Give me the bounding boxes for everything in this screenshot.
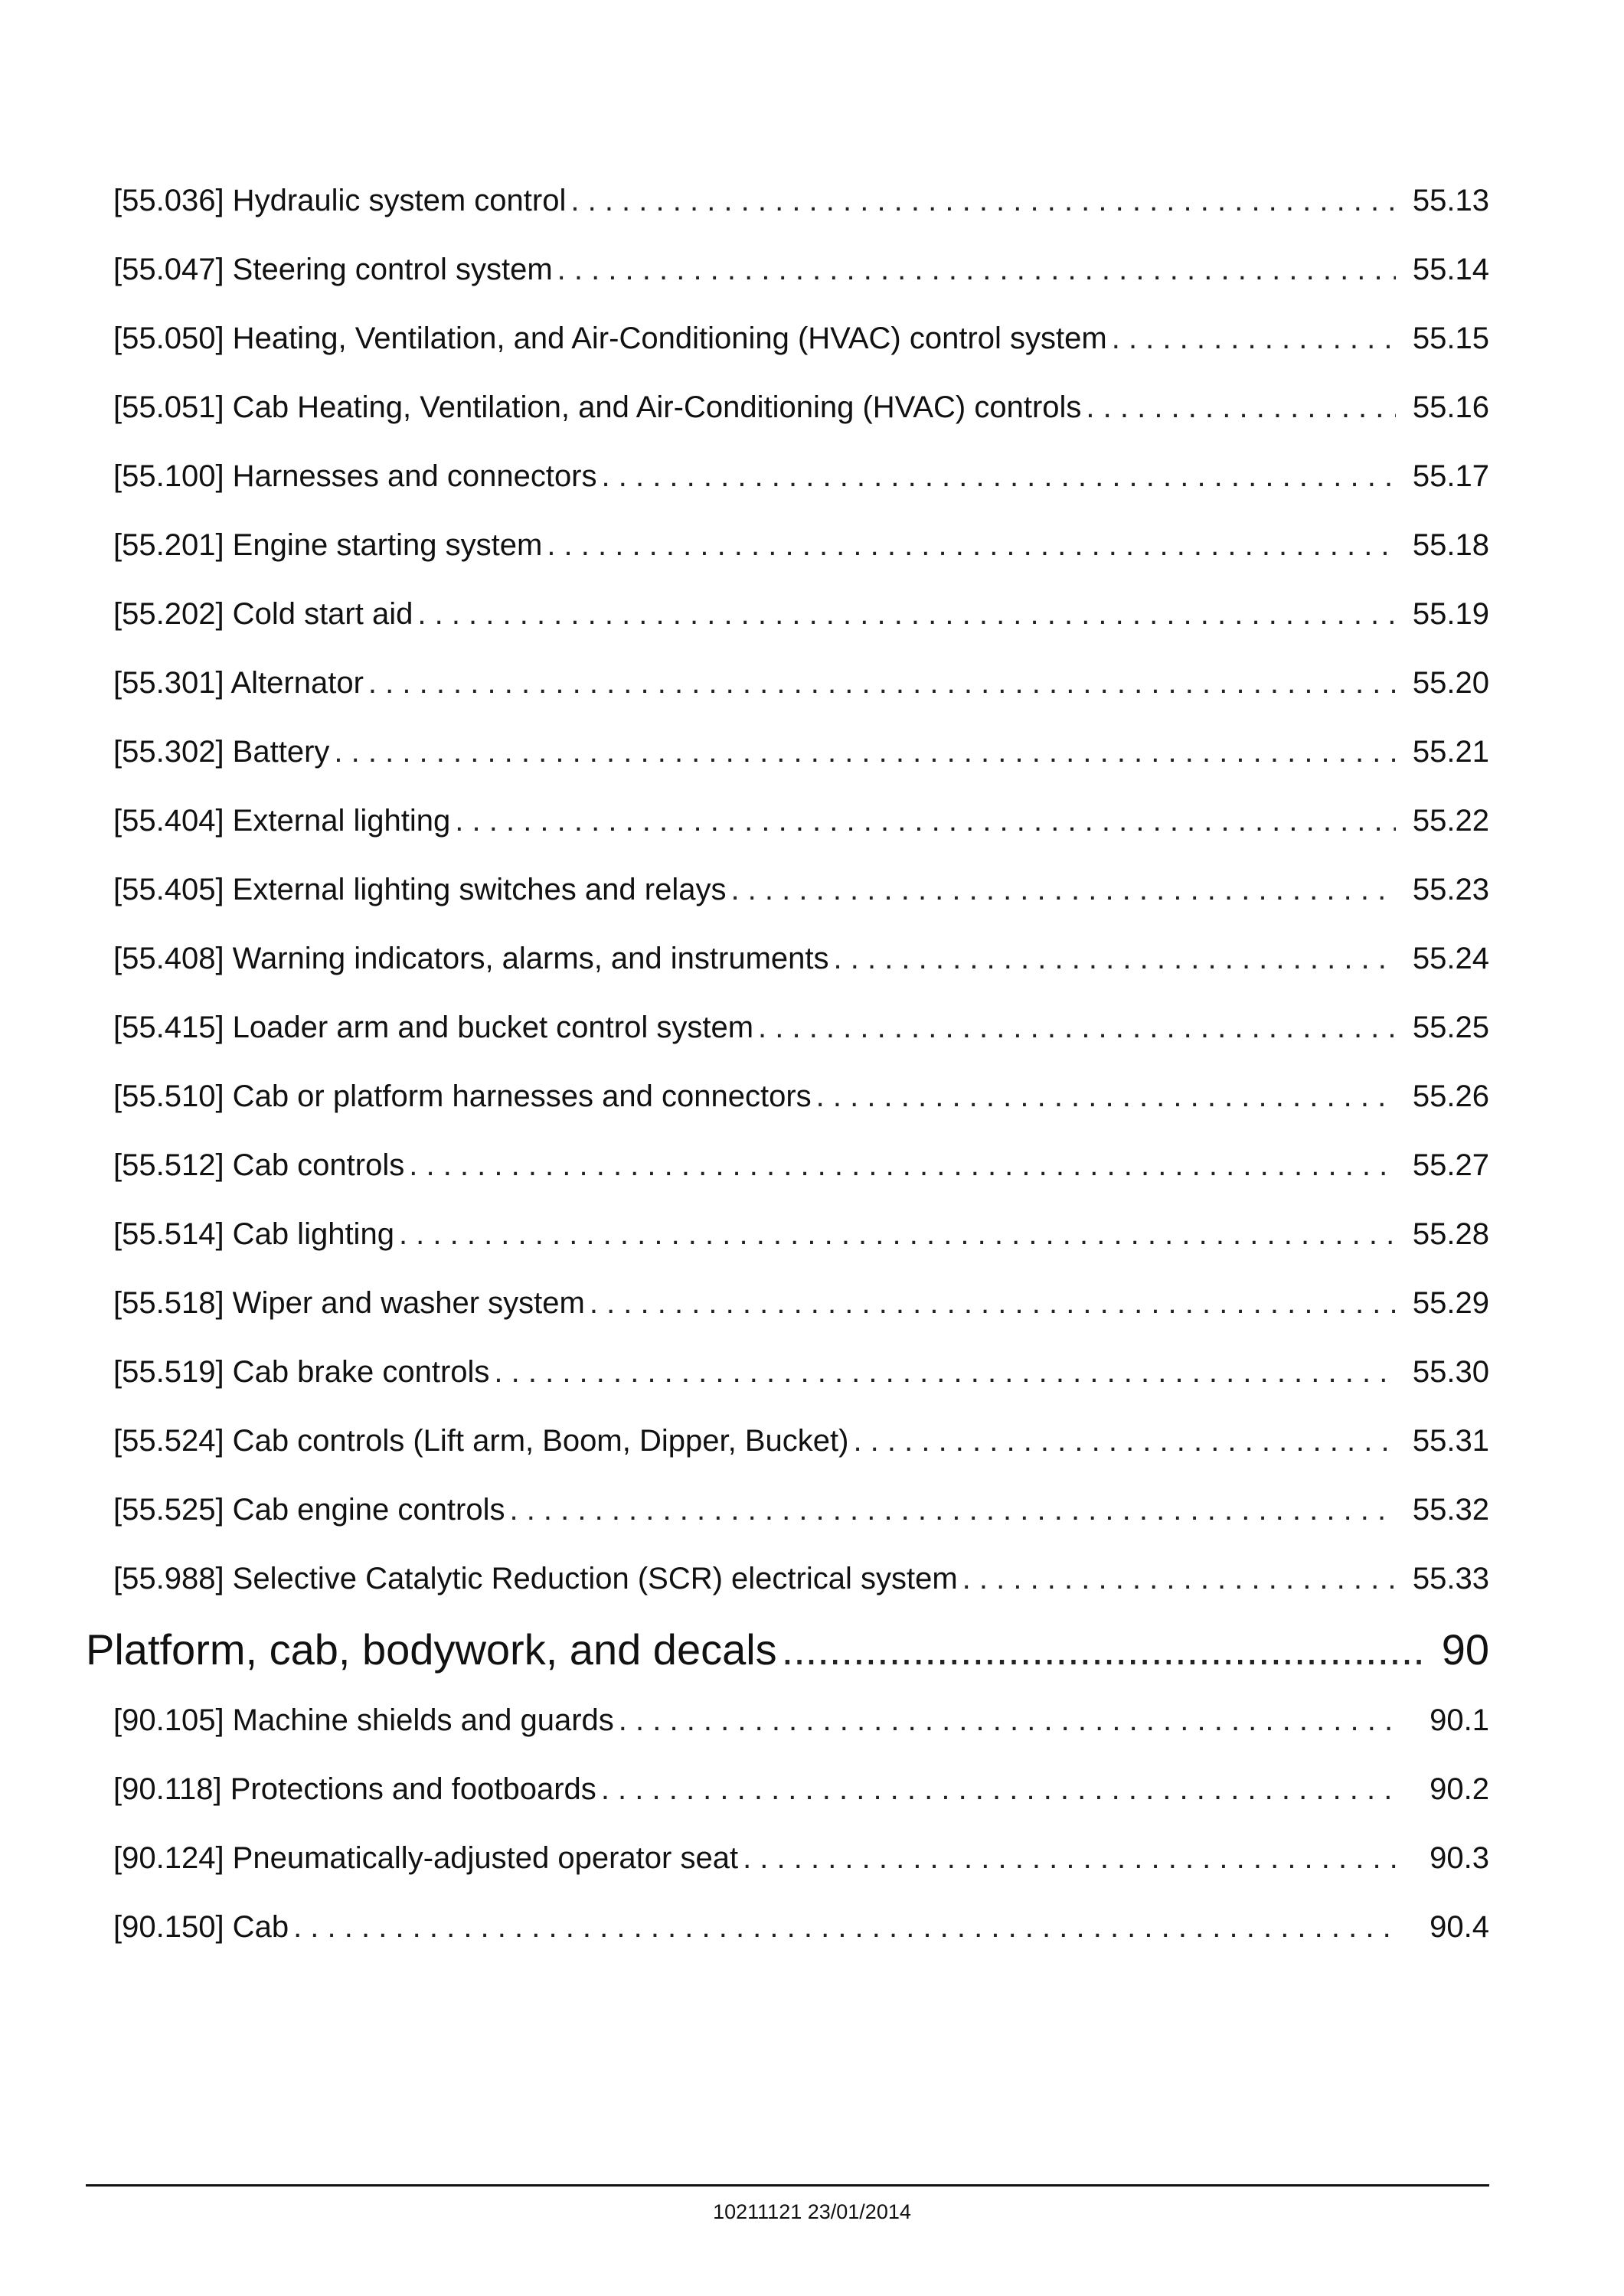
- toc-entry-page: 55.23: [1412, 873, 1489, 906]
- toc-entry-page: 55.19: [1412, 597, 1489, 631]
- dot-leader: [509, 1490, 1396, 1530]
- toc-entry-55-408[interactable]: [113, 928, 1489, 978]
- toc-entry-label: [55.510] Cab or platform harnesses and connectors: [113, 1079, 812, 1113]
- toc-entry-page: 55.31: [1412, 1424, 1489, 1458]
- toc-entry-page: 55.13: [1412, 184, 1489, 217]
- toc-entry-55-415[interactable]: [113, 997, 1489, 1047]
- dot-leader: [1086, 387, 1396, 427]
- toc-entry-label: [55.051] Cab Heating, Ventilation, and Air-Conditioning (HVAC) controls: [113, 390, 1082, 424]
- toc-entry-55-510[interactable]: [113, 1066, 1489, 1116]
- toc-entry-label: [55.036] Hydraulic system control: [113, 184, 567, 217]
- toc-entry-page: 55.20: [1412, 666, 1489, 700]
- toc-entry-page: 55.21: [1412, 735, 1489, 769]
- toc-entry-55-512[interactable]: [113, 1135, 1489, 1185]
- toc-entry-page: 55.28: [1412, 1217, 1489, 1251]
- toc-entry-page: 55.15: [1412, 322, 1489, 355]
- toc-entry-label: [55.518] Wiper and washer system: [113, 1286, 585, 1320]
- footer-divider: [86, 2184, 1489, 2187]
- dot-leader: [293, 1907, 1396, 1947]
- dot-leader: [730, 870, 1396, 910]
- toc-entry-page: 90.1: [1430, 1703, 1489, 1737]
- toc-entry-55-519[interactable]: [113, 1341, 1489, 1392]
- toc-entry-page: 55.24: [1412, 942, 1489, 975]
- toc-entry-label: [55.201] Engine starting system: [113, 528, 543, 562]
- toc-entry-label: [55.512] Cab controls: [113, 1148, 405, 1182]
- toc-entry-label: [55.404] External lighting: [113, 804, 451, 838]
- toc-entry-label: [55.100] Harnesses and connectors: [113, 459, 597, 493]
- toc-entry-label: [55.047] Steering control system: [113, 253, 553, 286]
- toc-entry-55-051[interactable]: [113, 377, 1489, 427]
- toc-entry-page: 55.29: [1412, 1286, 1489, 1320]
- dot-leader: [743, 1838, 1396, 1878]
- toc-entry-55-524[interactable]: [113, 1410, 1489, 1461]
- toc-entry-55-518[interactable]: [113, 1272, 1489, 1323]
- toc-entry-page: 55.27: [1412, 1148, 1489, 1182]
- toc-entry-label: [55.405] External lighting switches and relays: [113, 873, 727, 906]
- toc-entry-label: [55.202] Cold start aid: [113, 597, 413, 631]
- toc-entry-90-105[interactable]: [113, 1690, 1489, 1740]
- toc-entry-label: [55.302] Battery: [113, 735, 330, 769]
- dot-leader: [334, 732, 1396, 772]
- toc-entry-label: [55.519] Cab brake controls: [113, 1355, 490, 1389]
- toc-entry-label: [55.415] Loader arm and bucket control system: [113, 1011, 754, 1044]
- dot-leader: [547, 525, 1396, 565]
- toc-entry-90-124[interactable]: [113, 1827, 1489, 1878]
- toc-entry-label: [55.988] Selective Catalytic Reduction (SCR) electrical system: [113, 1562, 958, 1595]
- dot-leader: [368, 663, 1396, 703]
- dot-leader: [494, 1352, 1396, 1392]
- toc-entry-55-036[interactable]: [113, 170, 1489, 220]
- dot-leader: [417, 594, 1396, 634]
- toc-entry-page: 55.14: [1412, 253, 1489, 286]
- toc-entry-55-050[interactable]: [113, 308, 1489, 358]
- toc-entry-page: 55.16: [1412, 390, 1489, 424]
- toc-entry-label: [55.514] Cab lighting: [113, 1217, 394, 1251]
- toc-entry-55-302[interactable]: [113, 721, 1489, 772]
- dot-leader: [962, 1559, 1396, 1599]
- dot-leader: [590, 1283, 1396, 1323]
- toc-entry-label: [55.408] Warning indicators, alarms, and instruments: [113, 942, 829, 975]
- dot-leader: [816, 1076, 1396, 1116]
- toc-entry-55-202[interactable]: [113, 583, 1489, 634]
- toc-entry-page: 55.26: [1412, 1079, 1489, 1113]
- toc-entry-55-525[interactable]: [113, 1479, 1489, 1530]
- toc-entry-90-118[interactable]: [113, 1759, 1489, 1809]
- toc-entry-90-150[interactable]: [113, 1896, 1489, 1947]
- dot-leader: [455, 801, 1396, 841]
- dot-leader: [853, 1421, 1396, 1461]
- toc-entry-label: [90.118] Protections and footboards: [113, 1772, 596, 1806]
- dot-leader: [409, 1145, 1396, 1185]
- toc-entry-label: [55.524] Cab controls (Lift arm, Boom, Dipper, Bucket): [113, 1424, 849, 1458]
- toc-entry-label: [55.525] Cab engine controls: [113, 1493, 505, 1527]
- toc-entry-page: 55.25: [1412, 1011, 1489, 1044]
- toc-section-heading[interactable]: [86, 1615, 1489, 1677]
- toc-entry-label: [90.105] Machine shields and guards: [113, 1703, 614, 1737]
- toc-entry-page: 55.33: [1412, 1562, 1489, 1595]
- dot-leader: [758, 1008, 1396, 1047]
- dot-leader: [602, 456, 1396, 496]
- toc-entry-page: 55.32: [1412, 1493, 1489, 1527]
- toc-entry-page: 55.18: [1412, 528, 1489, 562]
- toc-section-heading-label: Platform, cab, bodywork, and decals: [86, 1625, 777, 1674]
- dot-leader: [619, 1700, 1396, 1740]
- toc-entry-label: [90.124] Pneumatically-adjusted operator seat: [113, 1841, 739, 1875]
- dot-leader: [399, 1214, 1396, 1254]
- toc-entry-page: 90.3: [1430, 1841, 1489, 1875]
- toc-entry-55-405[interactable]: [113, 859, 1489, 910]
- toc-entry-page: 55.22: [1412, 804, 1489, 838]
- dot-leader: [557, 250, 1396, 289]
- footer-document-id: 10211121 23/01/2014: [713, 2200, 911, 2223]
- dot-leader: [782, 1623, 1428, 1677]
- toc-entry-label: [90.150] Cab: [113, 1910, 289, 1944]
- toc-entry-label: [55.301] Alternator: [113, 666, 364, 700]
- toc-entry-55-047[interactable]: [113, 239, 1489, 289]
- toc-entry-55-988[interactable]: [113, 1548, 1489, 1599]
- toc-entry-55-514[interactable]: [113, 1204, 1489, 1254]
- dot-leader: [834, 939, 1396, 978]
- toc-entry-page: 55.17: [1412, 459, 1489, 493]
- toc-entry-55-100[interactable]: [113, 446, 1489, 496]
- toc-entry-page: 90.2: [1430, 1772, 1489, 1806]
- toc-entry-page: 55.30: [1412, 1355, 1489, 1389]
- dot-leader: [601, 1769, 1396, 1809]
- dot-leader: [570, 181, 1396, 220]
- toc-entry-55-201[interactable]: [113, 514, 1489, 565]
- toc-entry-55-404[interactable]: [113, 790, 1489, 841]
- dot-leader: [1112, 318, 1396, 358]
- toc-entry-55-301[interactable]: [113, 652, 1489, 703]
- toc-section-heading-page: 90: [1441, 1625, 1489, 1674]
- toc-entry-label: [55.050] Heating, Ventilation, and Air-Conditioning (HVAC) control system: [113, 322, 1107, 355]
- toc-entry-page: 90.4: [1430, 1910, 1489, 1944]
